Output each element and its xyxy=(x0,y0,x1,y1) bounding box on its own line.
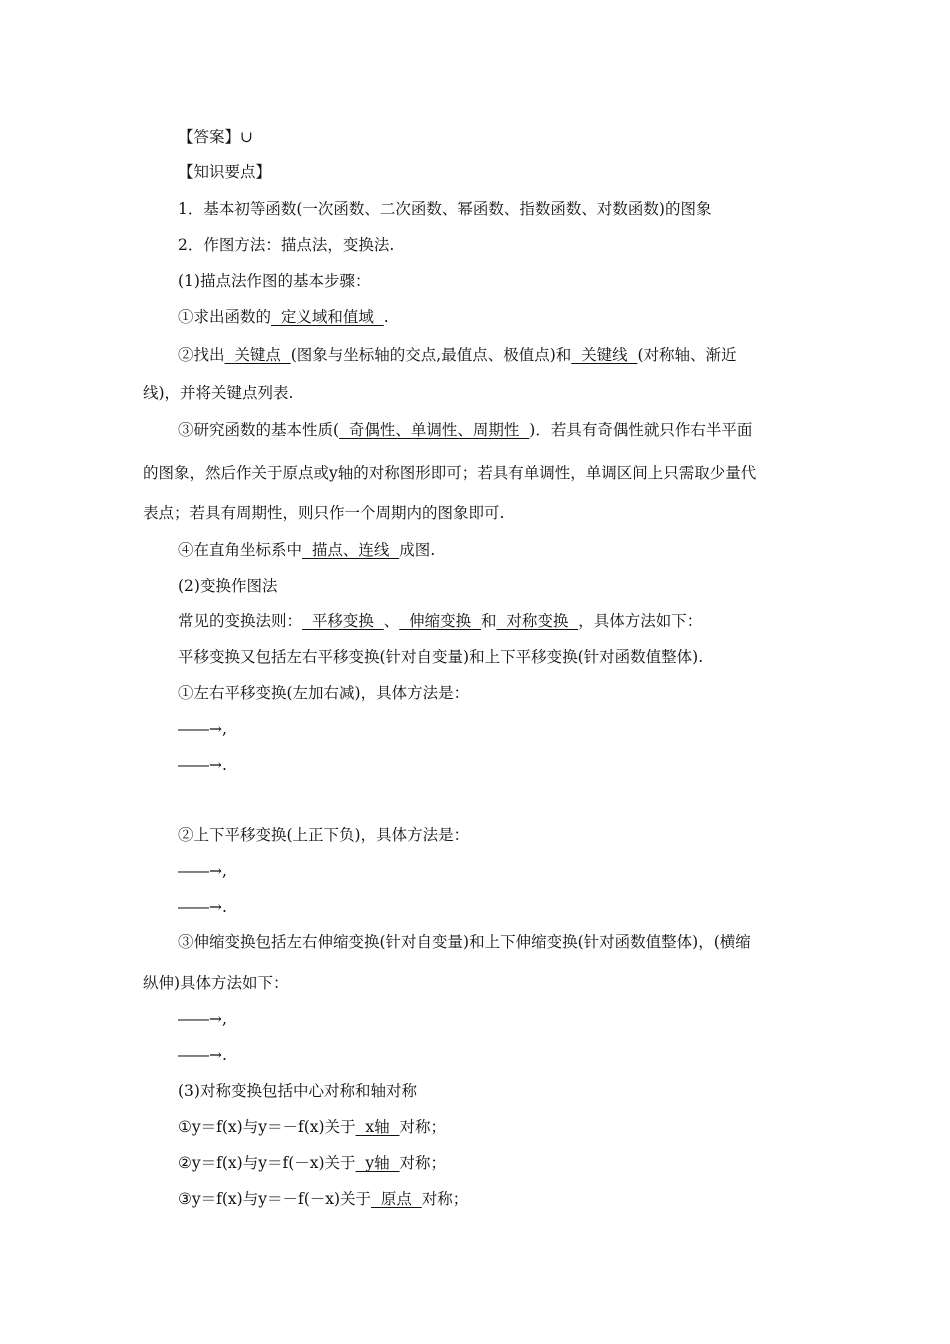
step-2-blank-2: 关键线 xyxy=(571,346,638,364)
step-3-post: )．若具有奇偶性就只作右半平面 xyxy=(529,421,753,439)
symmetry-3-text: ③y＝f(x)与y＝－f(－x)关于 xyxy=(178,1190,372,1208)
paragraph-6: 平移变换又包括左右平移变换(针对自变量)和上下平移变换(针对函数值整体). xyxy=(178,648,704,666)
translation-lr-arrow-1: ――→, xyxy=(178,720,227,738)
step-2-mid: (图象与坐标轴的交点,最值点、极值点)和 xyxy=(290,346,572,364)
step-2-text: ②找出 xyxy=(178,346,225,364)
translation-lr: ①左右平移变换(左加右减)，具体方法是： xyxy=(178,684,470,702)
paragraph-5-text: 常见的变换法则： xyxy=(178,612,303,630)
step-3 xyxy=(178,420,752,440)
scaling-arrow-1: ――→, xyxy=(178,1010,227,1028)
step-1-post: . xyxy=(383,308,389,326)
step-3-blank: 奇偶性、单调性、周期性 xyxy=(339,421,530,439)
step-2 xyxy=(178,345,737,365)
symmetry-1 xyxy=(178,1117,446,1137)
section-title: 【知识要点】 xyxy=(178,163,272,181)
symmetry-2 xyxy=(178,1153,446,1173)
scaling-line-cont: 纵伸)具体方法如下： xyxy=(143,974,289,992)
scaling-arrow-2: ――→. xyxy=(178,1046,227,1064)
scaling-line: ③伸缩变换包括左右伸缩变换(针对自变量)和上下伸缩变换(针对函数值整体)，(横缩 xyxy=(178,933,751,951)
symmetry-1-text: ①y＝f(x)与y＝－f(x)关于 xyxy=(178,1118,356,1136)
step-3-text: ③研究函数的基本性质( xyxy=(178,421,340,439)
step-4 xyxy=(178,540,435,560)
paragraph-5-sep-1: 、 xyxy=(383,612,400,630)
translation-ud: ②上下平移变换(上正下负)，具体方法是： xyxy=(178,826,470,844)
translation-ud-arrow-1: ――→, xyxy=(178,862,227,880)
paragraph-3: (1)描点法作图的基本步骤： xyxy=(178,272,371,290)
paragraph-4: (2)变换作图法 xyxy=(178,577,278,595)
paragraph-2: 2．作图方法：描点法，变换法. xyxy=(178,236,395,254)
step-4-post: 成图. xyxy=(399,541,436,559)
translation-ud-arrow-2: ――→. xyxy=(178,898,227,916)
step-1-blank: 定义域和值域 xyxy=(271,308,384,326)
step-3-cont-1: 的图象，然后作关于原点或y轴的对称图形即可；若具有单调性，单调区间上只需取少量代 xyxy=(143,464,757,482)
step-3-cont-2: 表点；若具有周期性，则只作一个周期内的图象即可. xyxy=(143,504,505,522)
symmetry-1-post: 对称； xyxy=(399,1118,447,1136)
answer-value: ∪ xyxy=(240,128,254,146)
paragraph-1: 1．基本初等函数(一次函数、二次函数、幂函数、指数函数、对数函数)的图象 xyxy=(178,200,712,218)
answer-label: 【答案】 xyxy=(178,128,241,146)
step-4-text: ④在直角坐标系中 xyxy=(178,541,303,559)
blank-translation: 平移变换 xyxy=(302,612,384,630)
symmetry-2-blank: y轴 xyxy=(355,1154,400,1172)
step-1-text: ①求出函数的 xyxy=(178,308,272,326)
symmetry-2-text: ②y＝f(x)与y＝f(－x)关于 xyxy=(178,1154,356,1172)
symmetry-2-post: 对称； xyxy=(399,1154,447,1172)
blank-scaling: 伸缩变换 xyxy=(399,612,481,630)
symmetry-3-post: 对称； xyxy=(421,1190,469,1208)
step-2-cont: 线)，并将关键点列表. xyxy=(143,384,294,402)
step-4-blank: 描点、连线 xyxy=(302,541,400,559)
step-2-blank-1: 关键点 xyxy=(224,346,291,364)
translation-lr-arrow-2: ――→. xyxy=(178,756,227,774)
paragraph-5-post: ，具体方法如下： xyxy=(578,612,703,630)
answer-line xyxy=(178,127,253,147)
step-1 xyxy=(178,307,389,327)
paragraph-7: (3)对称变换包括中心对称和轴对称 xyxy=(178,1082,417,1100)
symmetry-3 xyxy=(178,1189,468,1209)
symmetry-3-blank: 原点 xyxy=(371,1190,422,1208)
paragraph-5 xyxy=(178,611,702,631)
blank-symmetry: 对称变换 xyxy=(496,612,579,630)
symmetry-1-blank: x轴 xyxy=(355,1118,400,1136)
paragraph-5-sep-2: 和 xyxy=(480,612,497,630)
step-2-post: (对称轴、渐近 xyxy=(637,346,737,364)
